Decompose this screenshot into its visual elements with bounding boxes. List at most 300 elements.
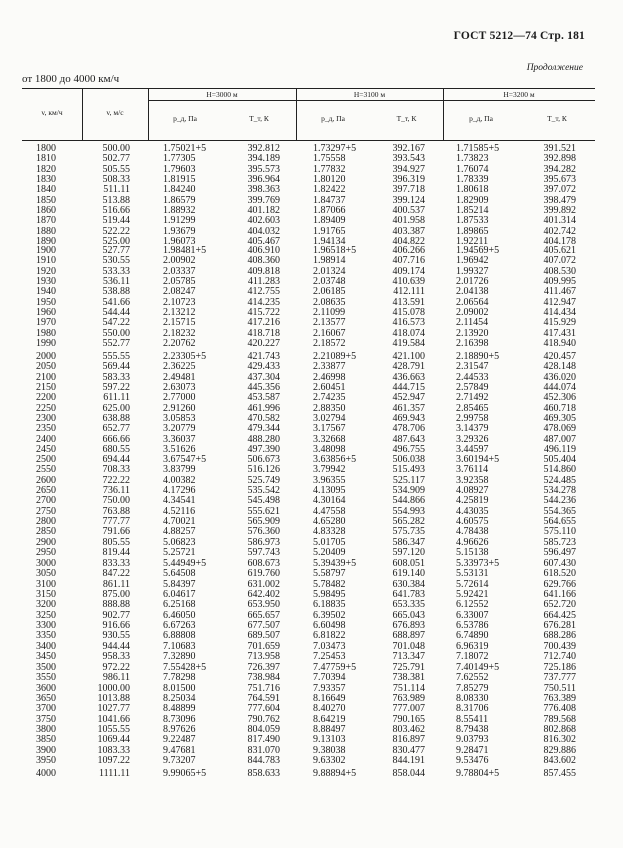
header-altitude-3200: H=3200 м xyxy=(503,90,535,99)
temperature-3000-cell: 461.996 xyxy=(247,402,280,414)
temperature-3000-cell: 516.126 xyxy=(247,464,280,476)
speed-ms-cell: 541.66 xyxy=(102,296,130,308)
pressure-3000-cell: 3.05853 xyxy=(163,413,196,425)
temperature-3200-cell: 676.281 xyxy=(543,620,576,632)
pressure-3100-cell: 1.75558 xyxy=(313,153,346,165)
temperature-3000-cell: 421.743 xyxy=(247,351,280,362)
temperature-3000-cell: 608.673 xyxy=(247,558,280,569)
temperature-3200-cell: 585.723 xyxy=(543,536,576,548)
pressure-3200-cell: 2.85465 xyxy=(456,402,489,414)
speed-kmh-cell: 3700 xyxy=(36,703,56,715)
temperature-3100-cell: 575.735 xyxy=(392,526,425,538)
speed-ms-cell: 888.88 xyxy=(102,599,130,611)
pressure-3000-cell: 1.96073 xyxy=(163,236,196,248)
pressure-3100-cell: 2.08635 xyxy=(313,296,346,308)
temperature-3000-cell: 396.964 xyxy=(247,174,280,186)
pressure-3100-cell: 5.39439+5 xyxy=(313,558,357,569)
temperature-3000-cell: 831.070 xyxy=(247,744,280,756)
speed-kmh-cell: 2600 xyxy=(36,474,56,486)
speed-ms-cell: 861.11 xyxy=(102,578,130,590)
temperature-3000-cell: 445.356 xyxy=(247,382,280,394)
speed-kmh-cell: 3500 xyxy=(36,662,56,673)
temperature-3000-cell: 406.910 xyxy=(247,245,280,256)
speed-range-label: от 1800 до 4000 км/ч xyxy=(22,73,120,85)
temperature-3000-cell: 429.433 xyxy=(247,361,280,373)
speed-kmh-cell: 1860 xyxy=(36,205,56,217)
temperature-3100-cell: 478.706 xyxy=(392,423,425,435)
pressure-3000-cell: 1.77305 xyxy=(163,153,196,165)
temperature-3200-cell: 409.995 xyxy=(543,276,576,288)
speed-kmh-cell: 1820 xyxy=(36,163,56,175)
speed-kmh-cell: 3300 xyxy=(36,620,56,632)
temperature-3100-cell: 858.044 xyxy=(392,768,425,779)
pressure-3200-cell: 1.99327 xyxy=(456,265,489,277)
pressure-3200-cell: 1.80618 xyxy=(456,184,489,196)
temperature-3000-cell: 414.235 xyxy=(247,296,280,308)
temperature-3200-cell: 829.886 xyxy=(543,744,576,756)
pressure-3000-cell: 2.05785 xyxy=(163,276,196,288)
pressure-3100-cell: 3.63856+5 xyxy=(313,454,357,465)
speed-ms-cell: 833.33 xyxy=(102,558,130,569)
pressure-3100-cell: 7.47759+5 xyxy=(313,662,357,673)
temperature-3000-cell: 555.621 xyxy=(247,505,280,517)
pressure-3100-cell: 6.39502 xyxy=(313,609,346,621)
speed-kmh-cell: 3950 xyxy=(36,755,56,767)
speed-kmh-cell: 3650 xyxy=(36,693,56,705)
speed-ms-cell: 552.77 xyxy=(102,338,130,350)
temperature-3200-cell: 554.365 xyxy=(543,505,576,517)
pressure-3200-cell: 6.33007 xyxy=(456,609,489,621)
speed-kmh-cell: 2850 xyxy=(36,526,56,538)
temperature-3000-cell: 411.283 xyxy=(247,276,280,288)
temperature-3200-cell: 397.072 xyxy=(543,184,576,196)
temperature-3100-cell: 397.718 xyxy=(392,184,425,196)
speed-kmh-cell: 3000 xyxy=(36,558,56,569)
pressure-3200-cell: 7.40149+5 xyxy=(456,662,500,673)
pressure-3200-cell: 2.01726 xyxy=(456,276,489,288)
speed-kmh-cell: 1920 xyxy=(36,265,56,277)
pressure-3200-cell: 5.53131 xyxy=(456,568,489,580)
pressure-3000-cell: 9.47681 xyxy=(163,744,196,756)
speed-kmh-cell: 3600 xyxy=(36,682,56,694)
temperature-3200-cell: 404.178 xyxy=(543,236,576,248)
speed-ms-cell: 538.88 xyxy=(102,286,130,298)
speed-ms-cell: 530.55 xyxy=(102,255,130,267)
speed-ms-cell: 1097.22 xyxy=(97,755,130,767)
speed-kmh-cell: 3450 xyxy=(36,651,56,663)
header-v-ms: v, м/с xyxy=(106,108,124,117)
temperature-3100-cell: 515.493 xyxy=(392,464,425,476)
temperature-3100-cell: 653.335 xyxy=(392,599,425,611)
speed-kmh-cell: 2650 xyxy=(36,485,56,497)
pressure-3100-cell: 8.16649 xyxy=(313,693,346,705)
temperature-3000-cell: 631.002 xyxy=(247,578,280,590)
speed-ms-cell: 763.88 xyxy=(102,505,130,517)
temperature-3100-cell: 421.100 xyxy=(392,351,425,362)
pressure-3000-cell: 2.10723 xyxy=(163,296,196,308)
pressure-3200-cell: 7.62552 xyxy=(456,672,489,684)
temperature-3100-cell: 597.120 xyxy=(392,547,425,559)
pressure-3200-cell: 3.44597 xyxy=(456,444,489,456)
temperature-3100-cell: 461.357 xyxy=(392,402,425,414)
pressure-3000-cell: 1.79603 xyxy=(163,163,196,175)
speed-ms-cell: 902.77 xyxy=(102,609,130,621)
temperature-3200-cell: 664.425 xyxy=(543,609,576,621)
temperature-3100-cell: 418.074 xyxy=(392,327,425,339)
pressure-3100-cell: 2.03748 xyxy=(313,276,346,288)
pressure-3100-cell: 7.93357 xyxy=(313,682,346,694)
temperature-3200-cell: 417.431 xyxy=(543,327,576,339)
temperature-3200-cell: 737.777 xyxy=(543,672,576,684)
speed-ms-cell: 819.44 xyxy=(102,547,130,559)
temperature-3200-cell: 496.119 xyxy=(543,444,576,456)
speed-kmh-cell: 3550 xyxy=(36,672,56,684)
pressure-3100-cell: 2.46998 xyxy=(313,371,346,383)
pressure-3100-cell: 1.87066 xyxy=(313,205,346,217)
pressure-3100-cell: 3.32668 xyxy=(313,433,346,445)
pressure-3200-cell: 4.08927 xyxy=(456,485,489,497)
pressure-3000-cell: 1.88932 xyxy=(163,205,196,217)
speed-ms-cell: 516.66 xyxy=(102,205,130,217)
temperature-3000-cell: 479.344 xyxy=(247,423,280,435)
pressure-3000-cell: 1.93679 xyxy=(163,225,196,237)
temperature-3000-cell: 726.397 xyxy=(247,662,280,673)
temperature-3100-cell: 713.347 xyxy=(392,651,425,663)
speed-kmh-cell: 2550 xyxy=(36,464,56,476)
temperature-3000-cell: 437.304 xyxy=(247,371,280,383)
temperature-3200-cell: 411.467 xyxy=(543,286,576,298)
temperature-3000-cell: 398.363 xyxy=(247,184,280,196)
temperature-3200-cell: 816.302 xyxy=(543,734,576,746)
speed-kmh-cell: 2900 xyxy=(36,536,56,548)
pressure-3000-cell: 1.75021+5 xyxy=(163,143,207,154)
temperature-3200-cell: 452.306 xyxy=(543,392,576,404)
speed-kmh-cell: 3050 xyxy=(36,568,56,580)
speed-kmh-cell: 1900 xyxy=(36,245,56,256)
pressure-3000-cell: 8.25034 xyxy=(163,693,196,705)
header-pressure-1: p_д, Па xyxy=(173,114,197,123)
temperature-3000-cell: 470.582 xyxy=(247,413,280,425)
temperature-3200-cell: 776.408 xyxy=(543,703,576,715)
speed-ms-cell: 1083.33 xyxy=(97,744,130,756)
speed-kmh-cell: 2150 xyxy=(36,382,56,394)
temperature-3100-cell: 751.114 xyxy=(392,682,425,694)
pressure-3200-cell: 2.04138 xyxy=(456,286,489,298)
pressure-3000-cell: 6.46050 xyxy=(163,609,196,621)
speed-kmh-cell: 3800 xyxy=(36,724,56,736)
temperature-3000-cell: 404.032 xyxy=(247,225,280,237)
temperature-3100-cell: 688.897 xyxy=(392,630,425,642)
temperature-3200-cell: 407.072 xyxy=(543,255,576,267)
pressure-3000-cell: 2.15715 xyxy=(163,317,196,329)
pressure-3100-cell: 9.13103 xyxy=(313,734,346,746)
speed-kmh-cell: 3750 xyxy=(36,713,56,725)
pressure-3000-cell: 1.84240 xyxy=(163,184,196,196)
temperature-3000-cell: 415.722 xyxy=(247,307,280,319)
temperature-3200-cell: 629.766 xyxy=(543,578,576,590)
pressure-3200-cell: 7.85279 xyxy=(456,682,489,694)
altitude-subrule xyxy=(148,100,595,101)
temperature-3100-cell: 396.319 xyxy=(392,174,425,186)
pressure-3100-cell: 1.96518+5 xyxy=(313,245,357,256)
temperature-3100-cell: 428.791 xyxy=(392,361,425,373)
pressure-3200-cell: 4.60575 xyxy=(456,516,489,528)
temperature-3200-cell: 392.898 xyxy=(543,153,576,165)
temperature-3200-cell: 394.282 xyxy=(543,163,576,175)
temperature-3200-cell: 415.929 xyxy=(543,317,576,329)
temperature-3200-cell: 418.940 xyxy=(543,338,576,350)
speed-kmh-cell: 2200 xyxy=(36,392,56,404)
pressure-3200-cell: 1.76074 xyxy=(456,163,489,175)
temperature-3100-cell: 676.893 xyxy=(392,620,425,632)
temperature-3200-cell: 514.860 xyxy=(543,464,576,476)
pressure-3100-cell: 3.96355 xyxy=(313,474,346,486)
pressure-3000-cell: 5.84397 xyxy=(163,578,196,590)
header-temperature-3: T_т, К xyxy=(547,114,567,123)
pressure-3200-cell: 2.13920 xyxy=(456,327,489,339)
pressure-3000-cell: 2.00902 xyxy=(163,255,196,267)
pressure-3200-cell: 8.55411 xyxy=(456,713,489,725)
speed-ms-cell: 555.55 xyxy=(102,351,130,362)
speed-kmh-cell: 2450 xyxy=(36,444,56,456)
speed-ms-cell: 527.77 xyxy=(102,245,130,256)
pressure-3000-cell: 2.03337 xyxy=(163,265,196,277)
speed-ms-cell: 502.77 xyxy=(102,153,130,165)
pressure-3200-cell: 3.76114 xyxy=(456,464,489,476)
pressure-3200-cell: 1.85214 xyxy=(456,205,489,217)
speed-ms-cell: 583.33 xyxy=(102,371,130,383)
speed-ms-cell: 550.00 xyxy=(102,327,130,339)
temperature-3100-cell: 401.958 xyxy=(392,215,425,227)
pressure-3100-cell: 8.40270 xyxy=(313,703,346,715)
pressure-3200-cell: 2.16398 xyxy=(456,338,489,350)
speed-kmh-cell: 1960 xyxy=(36,307,56,319)
pressure-3100-cell: 5.01705 xyxy=(313,536,346,548)
pressure-3000-cell: 2.08247 xyxy=(163,286,196,298)
header-altitude-3000: H=3000 м xyxy=(206,90,238,99)
pressure-3100-cell: 9.38038 xyxy=(313,744,346,756)
temperature-3000-cell: 420.227 xyxy=(247,338,280,350)
pressure-3200-cell: 3.29326 xyxy=(456,433,489,445)
temperature-3000-cell: 653.950 xyxy=(247,599,280,611)
pressure-3000-cell: 4.00382 xyxy=(163,474,196,486)
speed-kmh-cell: 1950 xyxy=(36,296,56,308)
temperature-3200-cell: 505.404 xyxy=(543,454,576,465)
speed-kmh-cell: 3900 xyxy=(36,744,56,756)
speed-ms-cell: 1055.55 xyxy=(97,724,130,736)
temperature-3000-cell: 402.603 xyxy=(247,215,280,227)
temperature-3200-cell: 575.110 xyxy=(543,526,576,538)
temperature-3200-cell: 408.530 xyxy=(543,265,576,277)
pressure-3000-cell: 2.77000 xyxy=(163,392,196,404)
pressure-3000-cell: 7.32890 xyxy=(163,651,196,663)
temperature-3000-cell: 417.216 xyxy=(247,317,280,329)
speed-kmh-cell: 3400 xyxy=(36,640,56,652)
temperature-3200-cell: 750.511 xyxy=(543,682,576,694)
temperature-3100-cell: 469.943 xyxy=(392,413,425,425)
temperature-3100-cell: 554.993 xyxy=(392,505,425,517)
speed-ms-cell: 1027.77 xyxy=(97,703,130,715)
pressure-3100-cell: 5.78482 xyxy=(313,578,346,590)
pressure-3200-cell: 1.96942 xyxy=(456,255,489,267)
speed-ms-cell: 544.44 xyxy=(102,307,130,319)
pressure-3200-cell: 1.78339 xyxy=(456,174,489,186)
temperature-3000-cell: 597.743 xyxy=(247,547,280,559)
temperature-3000-cell: 497.390 xyxy=(247,444,280,456)
temperature-3000-cell: 392.812 xyxy=(247,143,280,154)
pressure-3200-cell: 5.72614 xyxy=(456,578,489,590)
pressure-3100-cell: 2.88350 xyxy=(313,402,346,414)
pressure-3100-cell: 1.73297+5 xyxy=(313,143,357,154)
temperature-3200-cell: 402.742 xyxy=(543,225,576,237)
temperature-3100-cell: 506.038 xyxy=(392,454,425,465)
pressure-3200-cell: 1.94569+5 xyxy=(456,245,500,256)
pressure-3200-cell: 1.73823 xyxy=(456,153,489,165)
pressure-3000-cell: 4.17296 xyxy=(163,485,196,497)
temperature-3200-cell: 469.305 xyxy=(543,413,576,425)
pressure-3000-cell: 4.34541 xyxy=(163,495,196,507)
temperature-3100-cell: 641.783 xyxy=(392,589,425,601)
speed-kmh-cell: 2300 xyxy=(36,413,56,425)
temperature-3000-cell: 525.749 xyxy=(247,474,280,486)
speed-ms-cell: 500.00 xyxy=(102,143,130,154)
speed-ms-cell: 791.66 xyxy=(102,526,130,538)
temperature-3100-cell: 619.140 xyxy=(392,568,425,580)
pressure-3100-cell: 8.88497 xyxy=(313,724,346,736)
pressure-3200-cell: 9.03793 xyxy=(456,734,489,746)
speed-ms-cell: 569.44 xyxy=(102,361,130,373)
temperature-3200-cell: 843.602 xyxy=(543,755,576,767)
speed-kmh-cell: 3200 xyxy=(36,599,56,611)
pressure-3000-cell: 8.73096 xyxy=(163,713,196,725)
pressure-3000-cell: 8.48899 xyxy=(163,703,196,715)
pressure-3100-cell: 2.13577 xyxy=(313,317,346,329)
speed-kmh-cell: 2250 xyxy=(36,402,56,414)
pressure-3000-cell: 4.52116 xyxy=(163,505,196,517)
pressure-3100-cell: 9.88894+5 xyxy=(313,768,357,779)
temperature-3000-cell: 751.716 xyxy=(247,682,280,694)
pressure-3100-cell: 1.98914 xyxy=(313,255,346,267)
temperature-3200-cell: 564.655 xyxy=(543,516,576,528)
pressure-3000-cell: 6.67263 xyxy=(163,620,196,632)
temperature-3100-cell: 404.822 xyxy=(392,236,425,248)
speed-ms-cell: 533.33 xyxy=(102,265,130,277)
temperature-3100-cell: 436.663 xyxy=(392,371,425,383)
speed-ms-cell: 958.33 xyxy=(102,651,130,663)
pressure-3200-cell: 2.18890+5 xyxy=(456,351,500,362)
speed-ms-cell: 722.22 xyxy=(102,474,130,486)
pressure-3100-cell: 3.79942 xyxy=(313,464,346,476)
pressure-3000-cell: 3.36037 xyxy=(163,433,196,445)
speed-ms-cell: 1013.88 xyxy=(97,693,130,705)
temperature-3000-cell: 405.467 xyxy=(247,236,280,248)
temperature-3200-cell: 487.007 xyxy=(543,433,576,445)
page-header: ГОСТ 5212—74 Стр. 181 xyxy=(453,30,585,42)
speed-kmh-cell: 1810 xyxy=(36,153,56,165)
speed-kmh-cell: 1880 xyxy=(36,225,56,237)
temperature-3100-cell: 412.111 xyxy=(393,286,425,298)
temperature-3200-cell: 652.720 xyxy=(543,599,576,611)
pressure-3200-cell: 2.57849 xyxy=(456,382,489,394)
pressure-3100-cell: 2.16067 xyxy=(313,327,346,339)
temperature-3000-cell: 844.783 xyxy=(247,755,280,767)
temperature-3200-cell: 789.568 xyxy=(543,713,576,725)
pressure-3200-cell: 6.74890 xyxy=(456,630,489,642)
pressure-3200-cell: 5.92421 xyxy=(456,589,489,601)
temperature-3100-cell: 394.927 xyxy=(392,163,425,175)
speed-kmh-cell: 3100 xyxy=(36,578,56,590)
temperature-3200-cell: 478.069 xyxy=(543,423,576,435)
temperature-3000-cell: 738.984 xyxy=(247,672,280,684)
pressure-3100-cell: 2.11099 xyxy=(313,307,346,319)
temperature-3200-cell: 641.166 xyxy=(543,589,576,601)
pressure-3100-cell: 3.48098 xyxy=(313,444,346,456)
temperature-3200-cell: 688.286 xyxy=(543,630,576,642)
temperature-3100-cell: 803.462 xyxy=(392,724,425,736)
speed-kmh-cell: 2100 xyxy=(36,371,56,383)
speed-kmh-cell: 1930 xyxy=(36,276,56,288)
speed-ms-cell: 680.55 xyxy=(102,444,130,456)
pressure-3200-cell: 2.71492 xyxy=(456,392,489,404)
speed-ms-cell: 1000.00 xyxy=(97,682,130,694)
pressure-3000-cell: 1.86579 xyxy=(163,194,196,206)
pressure-3000-cell: 1.91299 xyxy=(163,215,196,227)
pressure-3000-cell: 7.55428+5 xyxy=(163,662,207,673)
temperature-3100-cell: 534.909 xyxy=(392,485,425,497)
speed-ms-cell: 666.66 xyxy=(102,433,130,445)
pressure-3000-cell: 3.51626 xyxy=(163,444,196,456)
temperature-3100-cell: 419.584 xyxy=(392,338,425,350)
temperature-3000-cell: 764.591 xyxy=(247,693,280,705)
temperature-3000-cell: 506.673 xyxy=(247,454,280,465)
speed-kmh-cell: 1800 xyxy=(36,143,56,154)
pressure-3000-cell: 8.01500 xyxy=(163,682,196,694)
pressure-3100-cell: 6.18835 xyxy=(313,599,346,611)
pressure-3000-cell: 7.78298 xyxy=(163,672,196,684)
temperature-3100-cell: 763.989 xyxy=(392,693,425,705)
temperature-3000-cell: 619.760 xyxy=(247,568,280,580)
speed-ms-cell: 972.22 xyxy=(102,662,130,673)
speed-kmh-cell: 1840 xyxy=(36,184,56,196)
speed-ms-cell: 916.66 xyxy=(102,620,130,632)
pressure-3200-cell: 2.31547 xyxy=(456,361,489,373)
speed-kmh-cell: 3350 xyxy=(36,630,56,642)
temperature-3000-cell: 677.507 xyxy=(247,620,280,632)
pressure-3100-cell: 2.06185 xyxy=(313,286,346,298)
pressure-3200-cell: 2.11454 xyxy=(456,317,489,329)
temperature-3200-cell: 607.430 xyxy=(543,558,576,569)
speed-kmh-cell: 1850 xyxy=(36,194,56,206)
temperature-3200-cell: 802.868 xyxy=(543,724,576,736)
pressure-3100-cell: 1.91765 xyxy=(313,225,346,237)
temperature-3000-cell: 453.587 xyxy=(247,392,280,404)
pressure-3100-cell: 2.33877 xyxy=(313,361,346,373)
pressure-3100-cell: 4.30164 xyxy=(313,495,346,507)
pressure-3100-cell: 1.82422 xyxy=(313,184,346,196)
temperature-3100-cell: 487.643 xyxy=(392,433,425,445)
speed-ms-cell: 522.22 xyxy=(102,225,130,237)
pressure-3200-cell: 3.60194+5 xyxy=(456,454,500,465)
speed-ms-cell: 536.11 xyxy=(102,276,130,288)
temperature-3100-cell: 416.573 xyxy=(392,317,425,329)
temperature-3000-cell: 545.498 xyxy=(247,495,280,507)
pressure-3200-cell: 2.09002 xyxy=(456,307,489,319)
pressure-3200-cell: 9.78804+5 xyxy=(456,768,500,779)
speed-ms-cell: 736.11 xyxy=(102,485,130,497)
pressure-3200-cell: 9.53476 xyxy=(456,755,489,767)
temperature-3200-cell: 524.485 xyxy=(543,474,576,486)
temperature-3200-cell: 436.020 xyxy=(543,371,576,383)
